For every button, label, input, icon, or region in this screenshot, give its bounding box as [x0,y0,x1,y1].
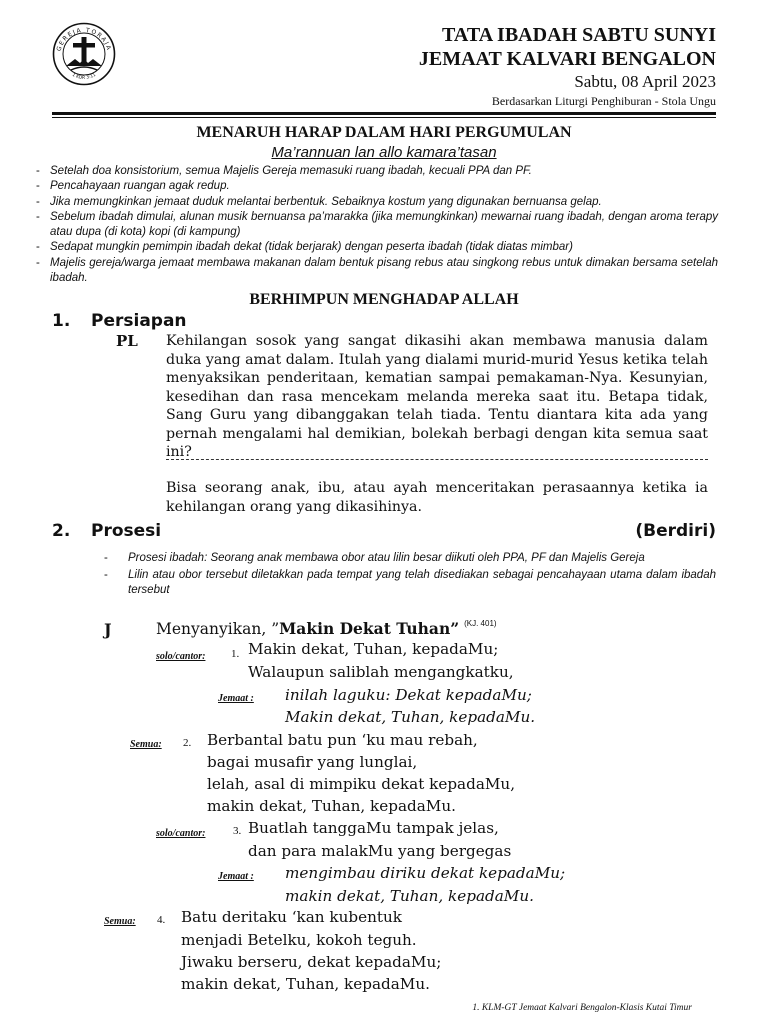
document-title: TATA IBADAH SABTU SUNYI [442,24,716,46]
lyric-line: Berbantal batu pun ‘ku mau rebah, [207,731,478,749]
lyric-line: Batu deritaku ‘kan kubentuk [181,908,402,926]
church-logo [52,22,116,86]
lyric-line: Walaupun saliblah mengangkatku, [248,663,514,681]
dashed-divider [166,459,708,460]
song-intro: Menyanyikan, ” [156,620,280,638]
lyric-line: Jiwaku berseru, dekat kepadaMu; [181,953,442,971]
section-number: 1. [52,311,71,331]
header-rule-thin [52,117,716,118]
lyric-line: Buatlah tanggaMu tampak jelas, [248,819,499,837]
header-rule-thick [52,112,716,115]
speaker-label: PL [116,332,138,350]
lyric-line: mengimbau diriku dekat kepadaMu; [285,864,566,882]
part-heading: BERHIMPUN MENGHADAP ALLAH [249,291,519,308]
liturgy-subtitle: Berdasarkan Liturgi Penghiburan - Stola Ungu [491,94,716,108]
verse-number: 1. [231,648,240,660]
instruction-text: Bisa seorang anak, ibu, atau ayah menceritakan perasaannya ketika ia kehilangan orang yang dikasihinya. [166,480,708,515]
lyric-line: makin dekat, Tuhan, kepadaMu. [207,797,456,815]
verse-number: 4. [157,914,166,926]
lyric-line: Makin dekat, Tuhan, kepadaMu. [285,708,536,726]
theme-title: MENARUH HARAP DALAM HARI PERGUMULAN [196,124,572,141]
song-title-close: ” [450,619,460,638]
list-item: - Sedapat mungkin pemimpin ibadah dekat (tidak berjarak) dengan peserta ibadah (tidak diatas mimbar) [36,240,718,255]
section-title: Persiapan [91,311,187,331]
lyric-line: makin dekat, Tuhan, kepadaMu. [181,975,430,993]
posture-note: (Berdiri) [635,521,716,541]
lyric-line: makin dekat, Tuhan, kepadaMu. [285,887,534,905]
lyric-line: menjadi Betelku, kokoh teguh. [181,931,417,949]
lyric-line: lelah, asal di mimpiku dekat kepadaMu, [207,775,516,793]
song-heading [156,619,497,638]
section-number: 2. [52,521,71,541]
list-item: - Pencahayaan ruangan agak redup. [36,179,718,194]
list-item: - Prosesi ibadah: Seorang anak membawa obor atau lilin besar diikuti oleh PPA, PF dan Majelis Gereja [104,551,716,566]
song-reference: (KJ. 401) [464,619,497,628]
page-footer: 1. KLM-GT Jemaat Kalvari Bengalon-Klasis Kutai Timur [472,1003,692,1013]
preparation-notes [36,164,718,286]
list-item: - Setelah doa konsistorium, semua Majelis Gereja memasuki ruang ibadah, kecuali PPA dan PF. [36,164,718,179]
list-item: - Lilin atau obor tersebut diletakkan pada tempat yang telah disediakan sebagai pencahayaan utama dalam ibadah tersebut [104,568,716,598]
song-title: Makin Dekat Tuhan [279,619,451,638]
role-jemaat: Jemaat : [218,871,254,882]
list-item: - Jika memungkinkan jemaat duduk melantai berbentuk. Sebaiknya kostum yang digunakan bernuansa gelap. [36,195,718,210]
section-title: Prosesi [91,521,162,541]
role-solo-cantor: solo/cantor: [156,651,206,662]
lyric-line: bagai musafir yang lunglai, [207,753,418,771]
lyric-line: inilah laguku: Dekat kepadaMu; [285,686,532,704]
lyric-line: dan para malakMu yang bergegas [248,842,512,860]
role-solo-cantor: solo/cantor: [156,828,206,839]
logo-text-bottom: 1 KOR 3:11 [70,72,98,81]
procession-notes [104,551,716,600]
logo-text-top: GEREJA TORAJA [55,26,113,53]
service-date: Sabtu, 08 April 2023 [574,72,716,91]
list-item: - Majelis gereja/warga jemaat membawa makanan dalam bentuk pisang rebus atau singkong rebus untuk dimakan bersama setelah ibadah. [36,256,718,287]
list-item: - Sebelum ibadah dimulai, alunan musik bernuansa pa’marakka (jika memungkinkan) mewarnai ruang ibadah, dengan aroma terapy atau dupa (di kota) kopi (di kampung) [36,210,718,241]
lyric-line: Makin dekat, Tuhan, kepadaMu; [248,640,499,658]
congregation-name: JEMAAT KALVARI BENGALON [418,48,716,70]
verse-number: 3. [233,825,242,837]
verse-number: 2. [183,737,192,749]
song-label: J [104,620,112,639]
role-semua: Semua: [104,916,136,927]
theme-subtitle: Ma’rannuan lan allo kamara’tasan [271,144,497,161]
role-jemaat: Jemaat : [218,693,254,704]
speaker-text: Kehilangan sosok yang sangat dikasihi akan membawa manusia dalam duka yang amat dalam. Itulah yang dialami murid-murid Yesus ketika telah menyaksikan penderitaan, kematian sampai pemakaman-Nya. Kesunyian, kesedihan dan rasa mencekam melanda mereka saat itu. Betapa tidak, Sang Guru yang dibanggakan telah tiada. Tentu diantara kita ada yang pernah mengalami hal demikian, bolekah berbagi dengan kita semua saat ini? [166,333,708,460]
role-semua: Semua: [130,739,162,750]
